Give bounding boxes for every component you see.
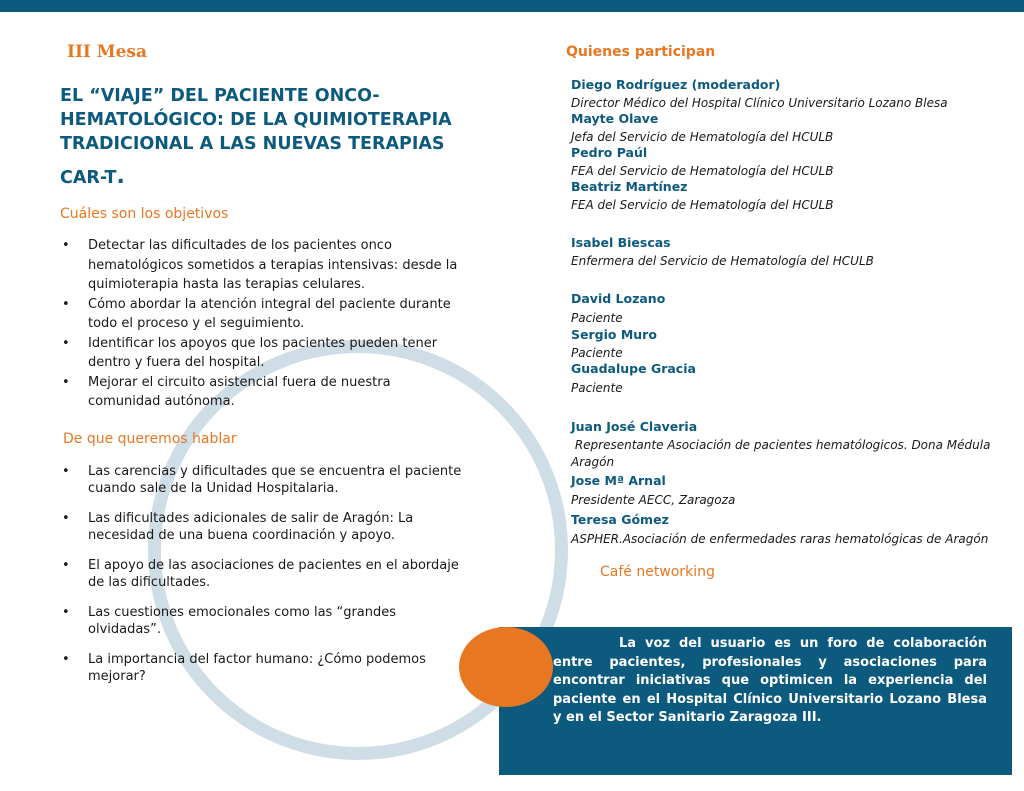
- participant-role: Paciente: [571, 381, 623, 395]
- participant-name: Diego Rodríguez (moderador): [571, 77, 781, 92]
- info-line: La voz del usuario es un foro de colaboración entre: [553, 636, 987, 670]
- participant-role: Representante Asociación de pacientes hematólogicos. Dona Médula: [571, 438, 991, 452]
- title-line-4: [60, 165, 490, 190]
- participant-name: Isabel Biescas: [571, 235, 671, 250]
- objectives-heading: Cuáles son los objetivos: [60, 206, 229, 222]
- participants-heading: Quienes participan: [566, 44, 716, 60]
- participant-name: Beatriz Martínez: [571, 179, 688, 194]
- info-box-text: [553, 635, 987, 728]
- decorative-orange-circle: [459, 627, 553, 707]
- participant-name: David Lozano: [571, 291, 666, 306]
- title-line-2: HEMATOLÓGICO: DE LA QUIMIOTERAPIA: [60, 110, 452, 130]
- participant-role: FEA del Servicio de Hematología del HCULB: [571, 164, 834, 178]
- info-line: pacientes, profesionales y asociaciones para encontrar: [553, 654, 988, 688]
- cafe-networking-label: Café networking: [600, 564, 715, 580]
- info-line: el Hospital Clínico Universitario Lozano Blesa y en el: [553, 691, 987, 725]
- participant-name: Teresa Gómez: [571, 512, 669, 527]
- list-item: • Cómo abordar la atención integral del paciente durante todo el proceso y el seguimiento.: [60, 295, 460, 334]
- participant-role: ASPHER.Asociación de enfermedades raras hematológicas de Aragón: [571, 532, 989, 546]
- title-line-4-text: CAR-T: [60, 168, 117, 188]
- participant-role: Enfermera del Servicio de Hematología del HCULB: [571, 254, 874, 268]
- participant-name: Sergio Muro: [571, 327, 657, 342]
- list-item: • Las carencias y dificultades que se encuentra el paciente cuando sale de la Unidad Hospitalaria.: [60, 464, 470, 497]
- topics-list: [60, 464, 470, 699]
- title-line-1: EL “VIAJE” DEL PACIENTE ONCO-: [60, 86, 380, 106]
- list-item: • El apoyo de las asociaciones de pacientes en el abordaje de las dificultades.: [60, 558, 470, 591]
- objectives-list: [60, 236, 460, 412]
- title-end-mark: .: [116, 164, 125, 189]
- participant-role: FEA del Servicio de Hematología del HCULB: [571, 198, 834, 212]
- participant-name: Jose Mª Arnal: [571, 473, 666, 488]
- top-bar: [0, 0, 1024, 12]
- participant-role: Paciente: [571, 346, 623, 360]
- page-title: [60, 84, 490, 190]
- participant-role: Presidente AECC, Zaragoza: [571, 493, 736, 507]
- topics-heading: De que queremos hablar: [63, 431, 237, 447]
- participant-name: Juan José Claveria: [571, 419, 698, 434]
- list-item: • Mejorar el circuito asistencial fuera de nuestra comunidad autónoma.: [60, 373, 460, 412]
- list-item: • La importancia del factor humano: ¿Cómo podemos mejorar?: [60, 652, 470, 685]
- participant-role: Director Médico del Hospital Clínico Universitario Lozano Blesa: [571, 96, 948, 110]
- session-label: III Mesa: [67, 42, 147, 62]
- participant-name: Pedro Paúl: [571, 145, 648, 160]
- participant-name: Guadalupe Gracia: [571, 361, 696, 376]
- list-item: • Las cuestiones emocionales como las “grandes olvidadas”.: [60, 605, 470, 638]
- list-item: • Identificar los apoyos que los pacientes pueden tener dentro y fuera del hospital.: [60, 334, 460, 373]
- list-item: • Las dificultades adicionales de salir de Aragón: La necesidad de una buena coordinación y apoyo.: [60, 511, 470, 544]
- list-item: • Detectar las dificultades de los pacientes onco hematológicos sometidos a terapias intensivas: desde la quimioterapia hasta las terapias celulares.: [60, 236, 460, 295]
- participant-role: Paciente: [571, 311, 623, 325]
- info-line: iniciativas que optimicen la experiencia del paciente en: [553, 673, 987, 707]
- info-line: Sector Sanitario Zaragoza III.: [606, 710, 822, 725]
- participant-name: Mayte Olave: [571, 111, 659, 126]
- participant-role: Jefa del Servicio de Hematología del HCULB: [571, 130, 834, 144]
- title-line-3: TRADICIONAL A LAS NUEVAS TERAPIAS: [60, 134, 445, 154]
- participant-role: Aragón: [571, 455, 615, 469]
